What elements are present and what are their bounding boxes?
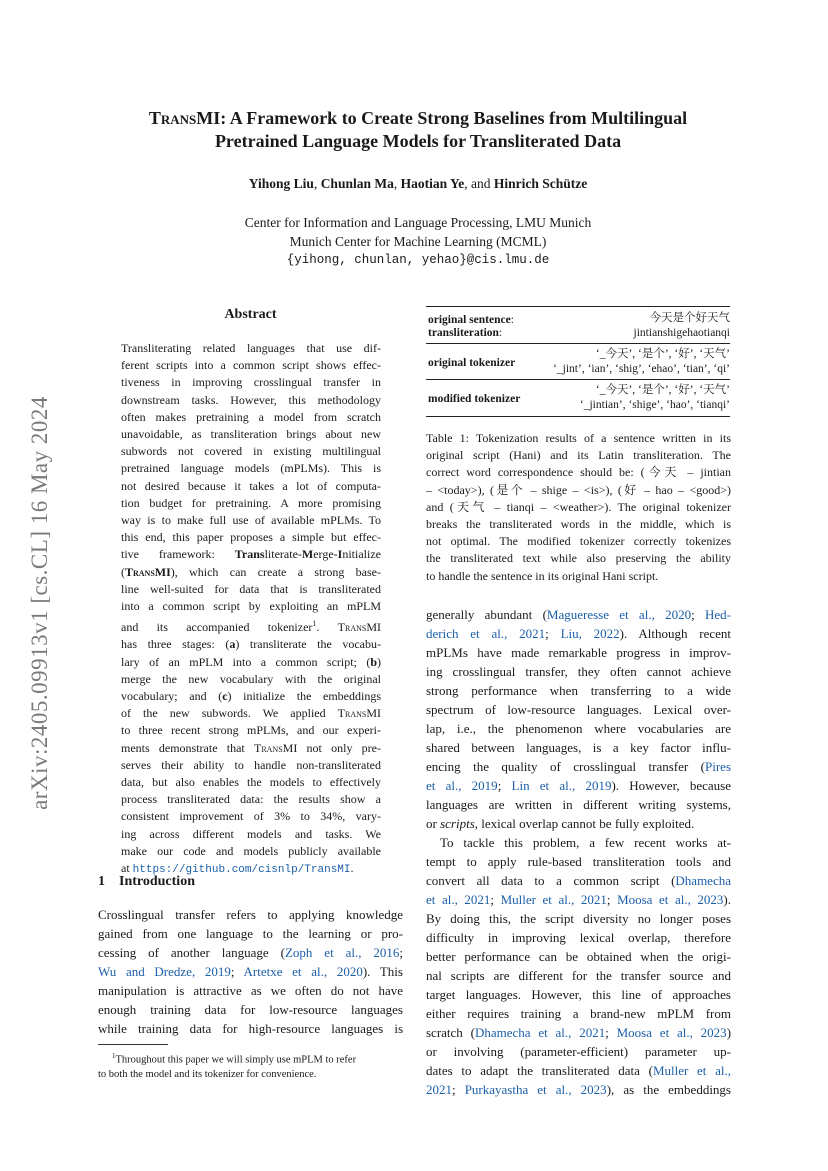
citation-link[interactable]: 2021 bbox=[426, 1082, 452, 1097]
author-email: {yihong, chunlan, yehao}@cis.lmu.de bbox=[286, 253, 550, 267]
citation-link[interactable]: Pires bbox=[705, 759, 731, 774]
code-repo-link[interactable]: https://github.com/cisnlp/TransMI bbox=[132, 864, 351, 877]
table-cell: jintianshigehaotianqi bbox=[633, 327, 730, 339]
citation-link[interactable]: derich et al., 2021 bbox=[426, 626, 546, 641]
author-list: Yihong Liu, Chunlan Ma, Haotian Ye, and Hinrich Schütze bbox=[248, 176, 588, 191]
citation-link[interactable]: Dhamecha et al., 2021 bbox=[474, 1025, 606, 1040]
citation-link[interactable]: Muller et al., 2021 bbox=[500, 892, 607, 907]
arxiv-identifier: arXiv:2405.09913v1 [cs.CL] 16 May 2024 bbox=[27, 395, 52, 810]
arxiv-sidebar-stamp bbox=[20, 355, 60, 850]
citation-link[interactable]: Muller et al., bbox=[652, 1063, 731, 1078]
table-row-label: original tokenizer bbox=[428, 357, 516, 369]
citation-link[interactable]: Hed- bbox=[704, 607, 731, 622]
table-top-rule bbox=[426, 306, 730, 307]
right-column-text: generally abundant (Magueresse et al., 2020; Hed- derich et al., 2021; Liu, 2022). Although recent mPLMs have made remarkable progress in improv- ing crosslingual transfer, they often cannot achieve strong performance when transferring to a wide spectrum of low-resource languages. Lexical over- lap, i.e., the phenomenon where vocabularies are shared between languages, is a key factor influ- encing the quality of crosslingual transfer (Pires et al., 2019; Lin et al., 2019). However, because languages are written in different writing systems, or scripts, lexical overlap cannot be fully exploited. To tackle this problem, a few recent works at- tempt to apply rule-based transliteration tools and convert all data to a common script (Dhamecha et al., 2021; Muller et al., 2021; Moosa et al., 2023). By doing this, the script diversity no longer poses difficulty in improving lexical overlap, therefore better performance can be obtained when the origi- nal scripts are different for the transfer source and target languages. However, this line of approaches either requires training a brand-new mPLM from scratch (Dhamecha et al., 2021; Moosa et al., 2023) or involving (parameter-efficient) parameter up- dates to adapt the transliterated data (Muller et al., 2021; Purkayastha et al., 2023), as the embeddings bbox=[426, 607, 732, 1097]
author: Haotian Ye bbox=[400, 176, 465, 191]
table-rule bbox=[426, 343, 730, 344]
citation-link[interactable]: Wu and Dredze, 2019 bbox=[98, 964, 231, 979]
table-cell: ‘_今天’, ‘是个’, ‘好’, ‘天气’ bbox=[595, 384, 730, 396]
title-transmi: TransMI bbox=[148, 108, 221, 128]
paper-title: TransMI: A Framework to Create Strong Baselines from Multilingual Pretrained Language Models for Transliterated Data bbox=[148, 108, 688, 151]
citation-link[interactable]: Moosa et al., 2023 bbox=[616, 1025, 727, 1040]
table-caption: Table 1: Tokenization results of a sentence written in its original script (Hani) and its Latin transliteration. The correct word correspondence should be: (今天 – jintian – <today>), (是个 – shige – <is>), (好 – hao – <good>) and (天气 – tianqi – <weather>). The original tokenizer breaks the transliterated words in the middle, which is not optimal. The modified tokenizer correctly tokenizes the transliterated text while also preserving the ability to handle the sentence in its original Hani script. bbox=[426, 431, 731, 583]
table-row-label: transliteration: bbox=[428, 327, 503, 339]
citation-link[interactable]: Artetxe et al., 2020 bbox=[243, 964, 363, 979]
abstract-heading: Abstract bbox=[224, 307, 277, 322]
citation-link[interactable]: Magueresse et al., 2020 bbox=[546, 607, 692, 622]
author: Hinrich Schütze bbox=[493, 176, 588, 191]
abstract-text: Transliterating related languages that use dif- ferent scripts into a common script shows effec- tiveness in improving crosslingual transfer in downstream tasks. However, this methodology often makes pretraining a model from scratch unavoidable, as transliteration brings about new subwords not covered in existing multilingual pretrained language models (mPLMs). This is not desired because it takes a lot of computa- tion budget for pretraining. A more promising way is to make full use of available mPLMs. To this end, this paper proposes a simple but effec- tive framework: Transliterate-Merge-Initialize (TransMI), which can create a strong base- line well-suited for data that is transliterated into a common script by exploiting an mPLM and its accompanied tokenizer$^1$. TransMI has three stages: (a) transliterate the vocabu- lary of an mPLM into a common script; (b) merge the new vocabulary with the original vocabulary; and (c) initialize the embeddings of the new subwords. We applied TransMI to three recent strong mPLMs, and our experi- ments demonstrate that TransMI not only pre- serves their ability to handle non-transliterated data, but also enables the models to effectively process transliterated data: the results show a consistent improvement of 3% to 34%, vary- ing across different models and tasks. We make our code and models publicly available at https://github.com/cisnlp/TransMI. bbox=[121, 341, 381, 877]
table-row-label: modified tokenizer bbox=[428, 393, 521, 405]
author: Chunlan Ma bbox=[320, 176, 394, 191]
citation-link[interactable]: Zoph et al., 2016 bbox=[284, 945, 400, 960]
affiliation-block bbox=[90, 213, 746, 270]
table-rule bbox=[426, 379, 730, 380]
citation-link[interactable]: Moosa et al., 2023 bbox=[617, 892, 724, 907]
introduction-text: Crosslingual transfer refers to applying knowledge gained from one language to the learning or pro- cessing of another language (Zoph et al., 2016; Wu and Dredze, 2019; Artetxe et al., 2020). This manipulation is attractive as we often do not have enough training data for low-resource languages while training data for high-resource languages is bbox=[98, 907, 403, 1036]
affiliation-line: Center for Information and Language Processing, LMU Munich bbox=[244, 215, 592, 230]
citation-link[interactable]: et al., 2019 bbox=[426, 778, 498, 793]
table-bottom-rule bbox=[426, 416, 730, 417]
citation-link[interactable]: Lin et al., 2019 bbox=[511, 778, 612, 793]
author: Yihong Liu bbox=[248, 176, 314, 191]
citation-link[interactable]: et al., 2021 bbox=[426, 892, 491, 907]
footnote-ref[interactable]: 1 bbox=[312, 619, 317, 629]
footnote-divider bbox=[98, 1044, 168, 1045]
citation-link[interactable]: Purkayastha et al., 2023 bbox=[464, 1082, 607, 1097]
affiliation-line: Munich Center for Machine Learning (MCML) bbox=[289, 234, 547, 249]
table-row-label: original sentence: bbox=[428, 314, 514, 326]
citation-link[interactable]: Dhamecha bbox=[675, 873, 731, 888]
section-heading-introduction: 1 Introduction bbox=[98, 874, 195, 889]
table-cell: ‘_今天’, ‘是个’, ‘好’, ‘天气’ bbox=[595, 348, 730, 360]
citation-link[interactable]: Liu, 2022 bbox=[560, 626, 620, 641]
table-cell: ‘_jint’, ‘ian’, ‘shig’, ‘ehao’, ‘tian’, ‘qi’ bbox=[553, 363, 730, 375]
footnote: $^1$Throughout this paper we will simply use mPLM to refer to both the model and its tokenizer for convenience. bbox=[98, 1052, 357, 1080]
table-cell: ‘_jintian’, ‘shige’, ‘hao’, ‘tianqi’ bbox=[579, 399, 730, 411]
table-cell: 今天是个好天气 bbox=[649, 312, 730, 324]
